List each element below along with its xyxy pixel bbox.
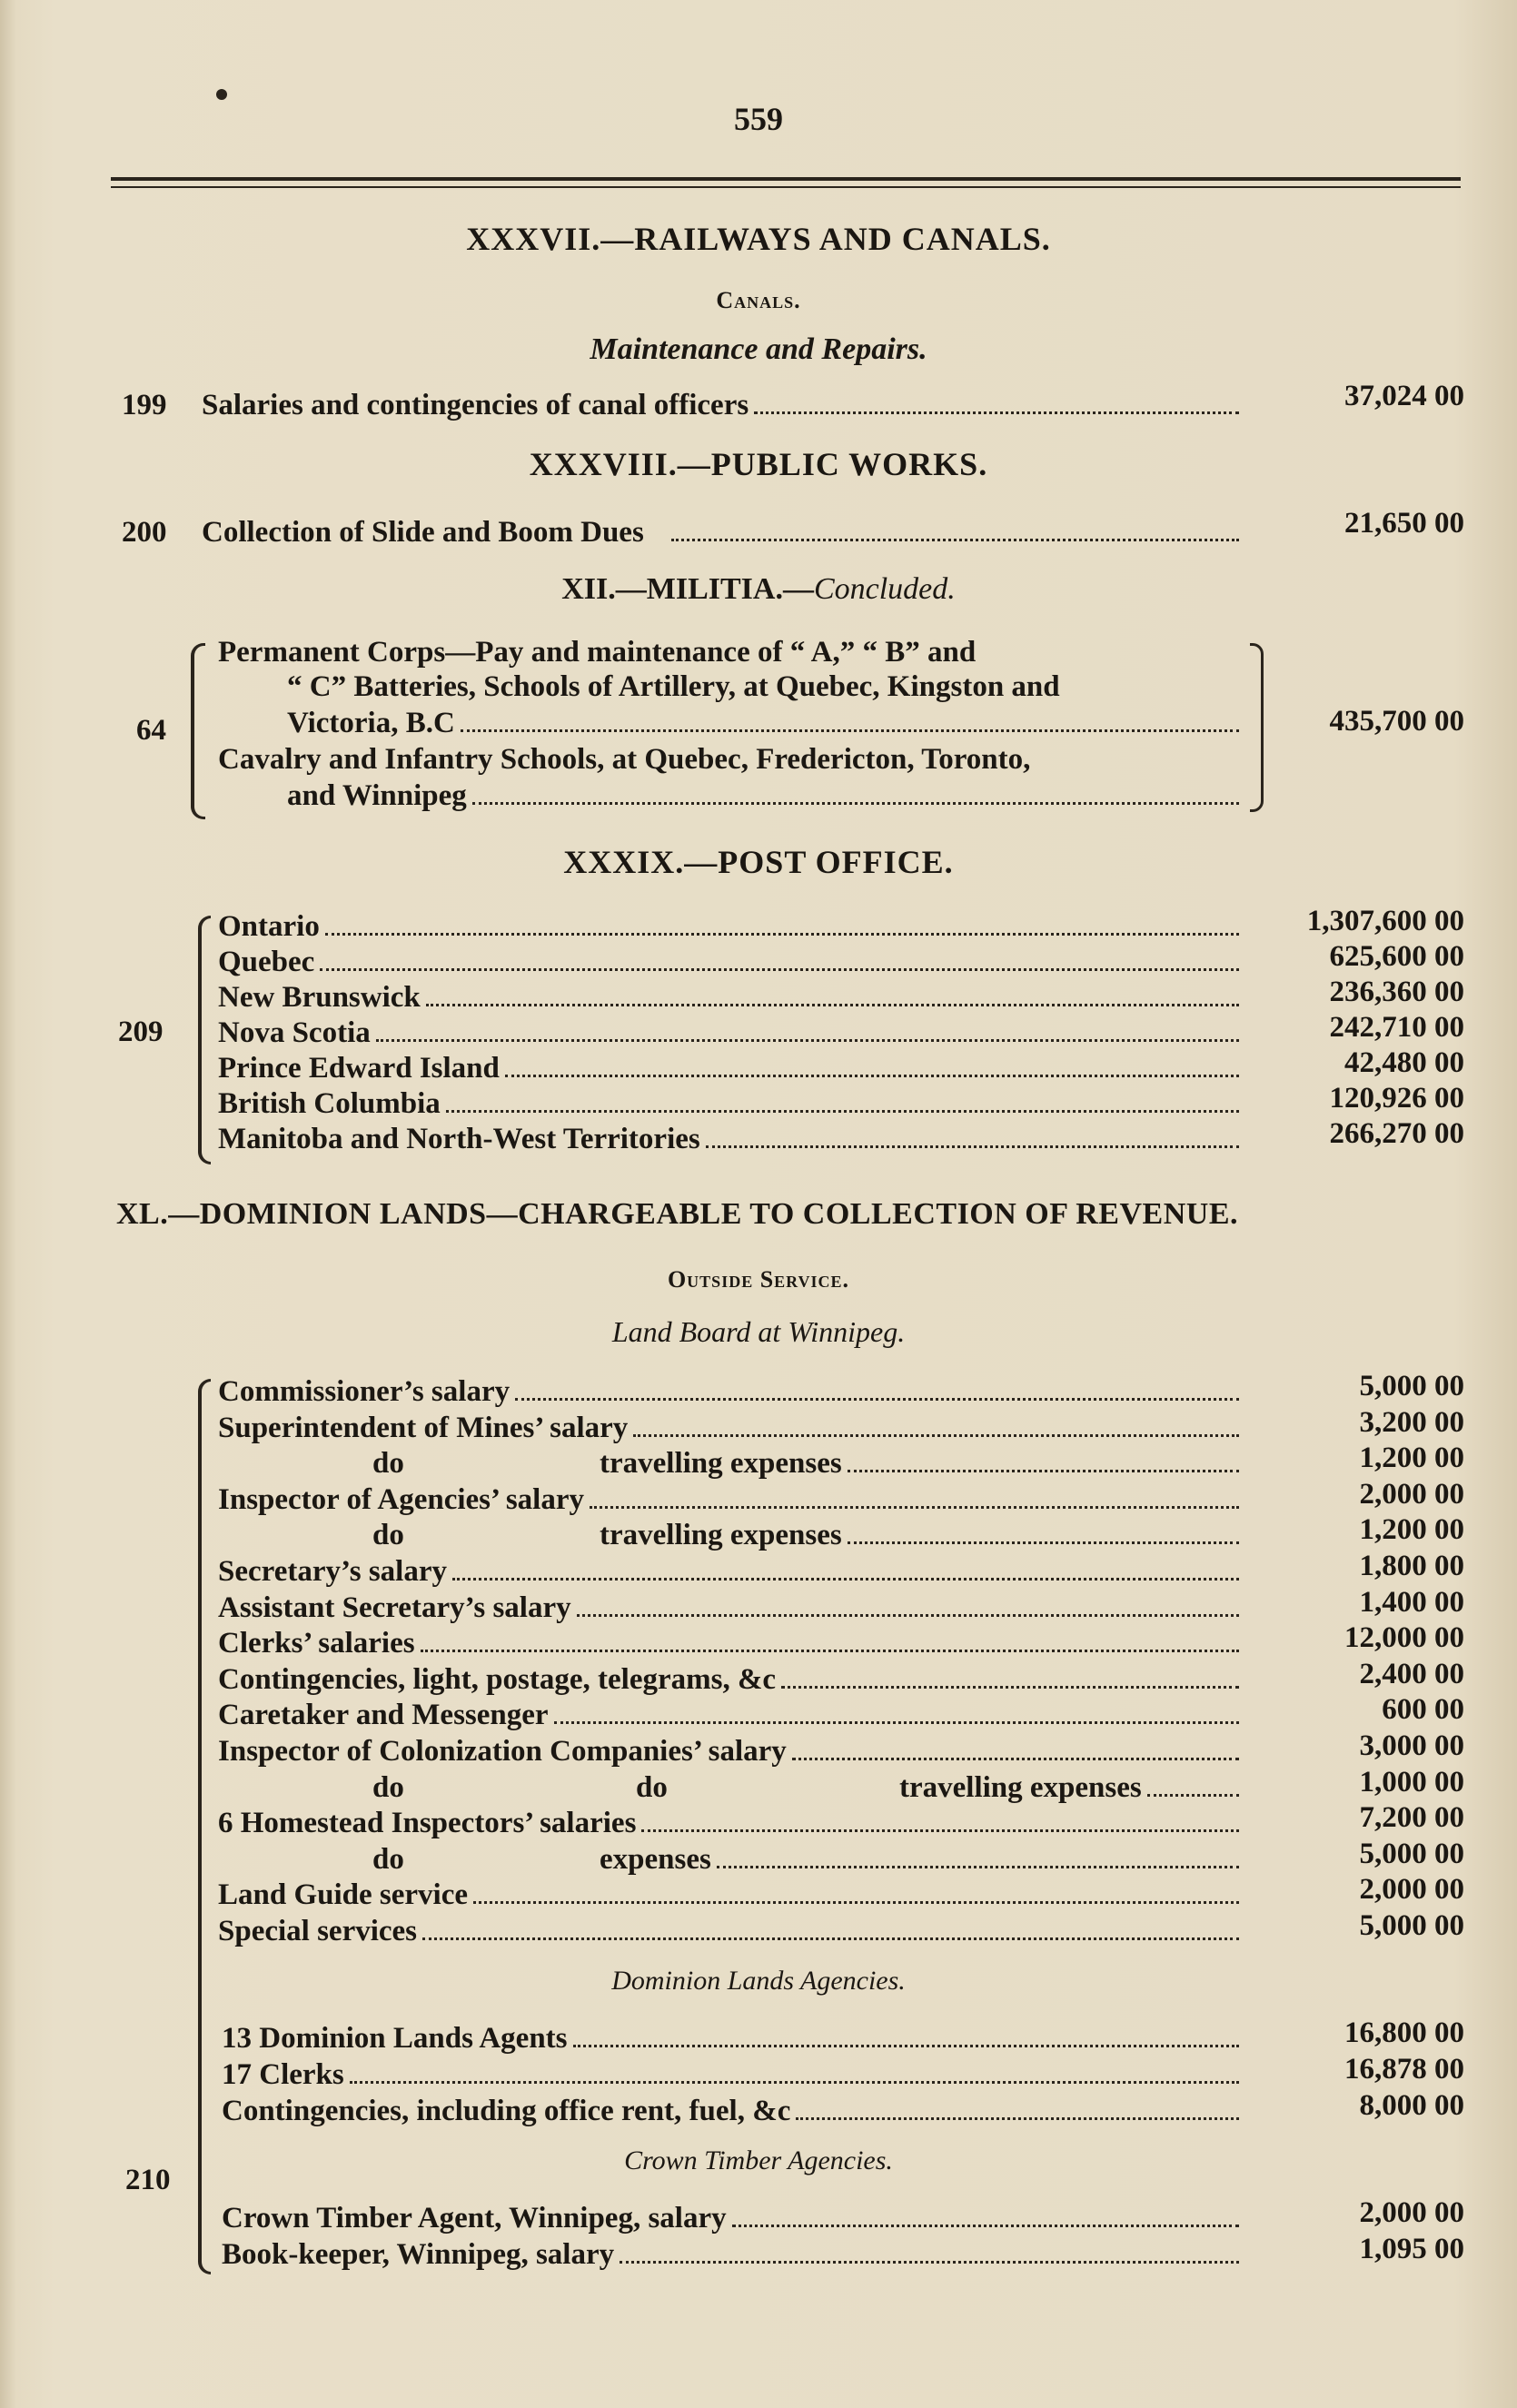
line-item (218, 1016, 1244, 1050)
line-item (218, 1447, 1244, 1481)
item-amount: 625,600 00 (1329, 940, 1464, 973)
item-amount: 1,800 00 (1359, 1550, 1464, 1582)
line-item (218, 1375, 1244, 1409)
item-label (218, 1447, 842, 1481)
line-item (218, 1555, 1244, 1589)
label-part: travelling expenses (899, 1770, 1142, 1804)
line-item (218, 1412, 1244, 1445)
item-amount: 266,270 00 (1329, 1117, 1464, 1150)
item-label: Ontario (218, 910, 320, 943)
item-number: 210 (125, 2164, 171, 2196)
label-part: do (372, 1447, 404, 1481)
item-amount: 37,024 00 (1344, 380, 1464, 412)
militia-line-4: Cavalry and Infantry Schools, at Quebec, Fredericton, Toronto, (218, 743, 1031, 776)
line-item (222, 2022, 1244, 2056)
line-item (222, 2095, 1244, 2128)
item-amount: 8,000 00 (1359, 2089, 1464, 2122)
militia-line-3: Victoria, B.C (287, 707, 1244, 740)
item-number: 64 (136, 714, 166, 747)
line-item (218, 1771, 1244, 1805)
subheading-canals: Canals. (716, 287, 801, 313)
right-brace (1250, 643, 1264, 812)
label-part: travelling expenses (600, 1447, 842, 1481)
line-item (202, 389, 1244, 422)
left-brace (191, 643, 205, 819)
item-amount: 2,000 00 (1359, 1477, 1464, 1511)
line-item (218, 1878, 1244, 1912)
subheading-timber: Crown Timber Agencies. (624, 2145, 893, 2175)
item-amount: 5,000 00 (1359, 1837, 1464, 1870)
line-item (218, 981, 1244, 1015)
item-label: 17 Clerks (222, 2058, 344, 2091)
item-amount: 2,400 00 (1359, 1657, 1464, 1690)
item-label (218, 1519, 842, 1552)
item-label: New Brunswick (218, 981, 421, 1014)
section-heading-militia: XII.—MILITIA.—Concluded. (561, 572, 956, 606)
line-item (218, 1519, 1244, 1552)
item-label: Nova Scotia (218, 1016, 371, 1049)
item-amount: 1,307,600 00 (1306, 905, 1464, 937)
item-label: Contingencies, light, postage, telegrams, &c (218, 1662, 777, 1696)
item-label: British Columbia (218, 1087, 441, 1120)
line-item (218, 1627, 1244, 1660)
item-label: Superintendent of Mines’ salary (218, 1411, 629, 1444)
label-part: do (372, 1770, 404, 1804)
section-heading-post-office: XXXIX.—POST OFFICE. (563, 844, 954, 880)
section-heading-railways: XXXVII.—RAILWAYS AND CANALS. (466, 221, 1051, 257)
item-label (218, 1771, 1142, 1805)
item-amount: 1,000 00 (1359, 1765, 1464, 1799)
item-label: Book-keeper, Winnipeg, salary (222, 2238, 615, 2271)
item-amount: 21,650 00 (1344, 507, 1464, 540)
item-amount: 600 00 (1382, 1693, 1464, 1727)
line-item (218, 1087, 1244, 1121)
item-label: Contingencies, including office rent, fuel, &c (222, 2095, 791, 2127)
label-part: expenses (600, 1842, 711, 1876)
subheading-agencies: Dominion Lands Agencies. (611, 1966, 906, 1996)
item-number: 200 (122, 516, 167, 549)
section-heading-public-works: XXXVIII.—PUBLIC WORKS. (529, 446, 988, 482)
item-label: Collection of Slide and Boom Dues (202, 516, 644, 549)
label-part: do (372, 1842, 404, 1876)
item-amount: 3,200 00 (1359, 1405, 1464, 1439)
item-label: Assistant Secretary’s salary (218, 1590, 571, 1624)
label-part: do (636, 1770, 668, 1804)
page-number: 559 (734, 101, 783, 137)
item-number: 199 (122, 389, 167, 421)
item-amount: 2,000 00 (1359, 1873, 1464, 1907)
item-amount: 3,000 00 (1359, 1729, 1464, 1762)
line-item (218, 1123, 1244, 1156)
line-item (218, 1052, 1244, 1085)
item-label: Clerks’ salaries (218, 1627, 415, 1660)
item-amount: 236,360 00 (1329, 976, 1464, 1008)
line-item (218, 1735, 1244, 1769)
item-amount: 16,800 00 (1344, 2017, 1464, 2049)
line-item (218, 946, 1244, 979)
item-amount: 7,200 00 (1359, 1801, 1464, 1835)
line-item (218, 1843, 1244, 1877)
section-heading-dominion-lands: XL.—DOMINION LANDS—CHARGEABLE TO COLLECTION OF REVENUE. (116, 1197, 1238, 1231)
line-item (218, 1483, 1244, 1517)
militia-line-2: “ C” Batteries, Schools of Artillery, at Quebec, Kingston and (287, 670, 1060, 703)
header-rule-thin (111, 186, 1461, 188)
line-item (218, 1915, 1244, 1948)
militia-line-1: Permanent Corps—Pay and maintenance of “ A,” “ B” and (218, 636, 977, 669)
line-item (202, 516, 1244, 550)
item-label: Secretary’s salary (218, 1555, 447, 1588)
item-label: Inspector of Agencies’ salary (218, 1482, 584, 1516)
item-label: Manitoba and North-West Territories (218, 1123, 700, 1155)
line-item (222, 2058, 1244, 2092)
item-number: 209 (118, 1016, 164, 1048)
item-label: Prince Edward Island (218, 1052, 500, 1085)
item-label: Caretaker and Messenger (218, 1699, 549, 1732)
item-amount: 435,700 00 (1329, 705, 1464, 738)
item-label: 13 Dominion Lands Agents (222, 2022, 568, 2055)
item-amount: 1,095 00 (1359, 2233, 1464, 2265)
line-item (218, 1807, 1244, 1840)
item-label: 6 Homestead Inspectors’ salaries (218, 1807, 637, 1840)
item-amount: 5,000 00 (1359, 1909, 1464, 1942)
label-part: travelling expenses (600, 1519, 842, 1552)
item-amount: 5,000 00 (1359, 1370, 1464, 1402)
subheading-outside-service: Outside Service. (667, 1266, 850, 1293)
item-amount: 2,000 00 (1359, 2196, 1464, 2229)
item-amount: 42,480 00 (1344, 1046, 1464, 1079)
subheading-maintenance: Maintenance and Repairs. (590, 332, 927, 366)
item-label (218, 1843, 711, 1877)
line-item (218, 1699, 1244, 1732)
line-item (222, 2202, 1244, 2235)
item-label: Inspector of Colonization Companies’ salary (218, 1735, 787, 1768)
ink-spot (216, 89, 227, 100)
header-rule (111, 177, 1461, 181)
item-amount: 1,400 00 (1359, 1585, 1464, 1619)
item-amount: 16,878 00 (1344, 2053, 1464, 2086)
line-item (222, 2238, 1244, 2272)
label-part: do (372, 1519, 404, 1552)
line-item (218, 1663, 1244, 1697)
militia-line-5: and Winnipeg (287, 779, 1244, 813)
item-label: Special services (218, 1915, 418, 1947)
item-label: Commissioner’s salary (218, 1375, 511, 1408)
item-amount: 1,200 00 (1359, 1442, 1464, 1475)
item-amount: 242,710 00 (1329, 1011, 1464, 1044)
item-label: Quebec (218, 946, 315, 978)
item-label: Land Guide service (218, 1878, 469, 1912)
item-amount: 12,000 00 (1344, 1621, 1464, 1655)
item-amount: 120,926 00 (1329, 1082, 1464, 1115)
left-brace (198, 1379, 211, 2274)
item-amount: 1,200 00 (1359, 1513, 1464, 1547)
subheading-land-board: Land Board at Winnipeg. (611, 1315, 906, 1348)
line-item (218, 910, 1244, 944)
line-item (218, 1591, 1244, 1625)
item-label: Salaries and contingencies of canal officers (202, 389, 749, 421)
item-label: Crown Timber Agent, Winnipeg, salary (222, 2202, 727, 2235)
left-brace (198, 916, 211, 1164)
